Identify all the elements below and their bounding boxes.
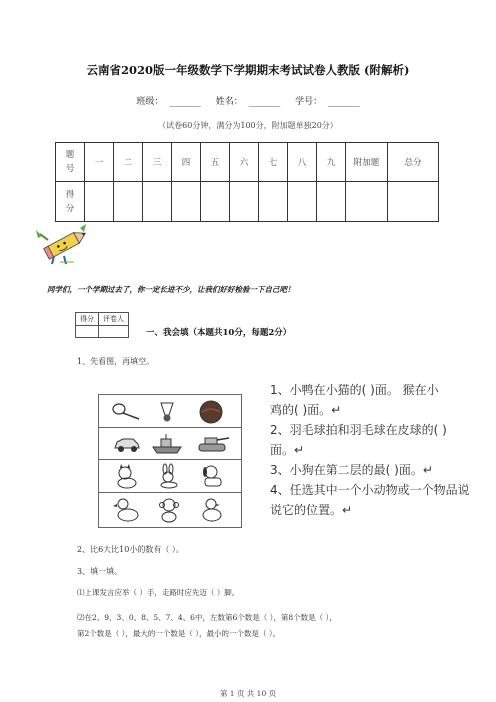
picture-question-line: 2、羽毛球拍和羽毛球在皮球的( )	[270, 423, 447, 437]
grader-table	[75, 312, 129, 338]
picture-question-line: 鸡的( )面。↵	[270, 403, 342, 417]
badminton-racket-icon	[111, 401, 141, 423]
score-cell[interactable]	[201, 182, 230, 222]
greeting-text: 同学们，一个学期过去了，你一定长进不少，让我们好好检验一下自己吧！	[47, 285, 295, 294]
dog-icon	[199, 463, 227, 489]
col-header: 附加题	[346, 143, 388, 182]
duck-icon	[113, 496, 141, 524]
score-cell[interactable]	[172, 182, 201, 222]
score-cell[interactable]	[317, 182, 346, 222]
score-cell[interactable]	[114, 182, 143, 222]
shuttlecock-icon	[157, 401, 177, 423]
car-icon	[113, 433, 141, 455]
name-label: 姓名：	[215, 97, 243, 107]
col-header: 四	[172, 143, 201, 182]
picture-grid	[98, 394, 242, 528]
class-blank: _______	[169, 97, 201, 107]
col-header: 二	[114, 143, 143, 182]
picture-question-line: 1、小鸭在小猫的( )面。 猴在小	[270, 383, 439, 397]
grader-score-label: 得分	[76, 313, 99, 326]
score-value-row	[56, 182, 439, 222]
score-cell[interactable]	[230, 182, 259, 222]
col-header: 六	[230, 143, 259, 182]
ship-icon	[151, 433, 183, 455]
picture-question-line: 说它的位置。↵	[270, 503, 353, 517]
class-label: 班级：	[136, 97, 164, 107]
score-cell[interactable]	[259, 182, 288, 222]
col-header: 总分	[388, 143, 439, 182]
grid-divider	[99, 459, 241, 460]
grid-divider	[99, 492, 241, 493]
name-blank: _______	[248, 97, 281, 107]
picture-question-line: 面。↵	[270, 443, 305, 457]
question-3-part-2-line1: ⑵在2、9、3、0、8、5、7、4、6中，左数第6个数是（ ），第8个数是（ ），	[77, 613, 337, 622]
score-cell[interactable]	[288, 182, 317, 222]
leather-ball-icon	[197, 399, 225, 425]
row-label-question-number: 题 号	[56, 143, 85, 182]
picture-question-line: 4、任选其中一个小动物或一个物品说	[270, 483, 470, 497]
col-header: 五	[201, 143, 230, 182]
exam-title: 云南省2020版一年级数学下学期期末考试试卷人教版 (附解析)	[86, 63, 410, 77]
score-cell[interactable]	[388, 182, 439, 222]
page-footer: 第 1 页 共 10 页	[219, 689, 277, 698]
grid-divider	[99, 427, 241, 428]
rabbit-icon	[155, 463, 183, 489]
col-header: 一	[85, 143, 114, 182]
tank-icon	[195, 433, 231, 455]
score-cell[interactable]	[85, 182, 114, 222]
score-cell[interactable]	[143, 182, 172, 222]
col-header: 九	[317, 143, 346, 182]
id-label: 学号：	[295, 97, 323, 107]
grader-name-cell[interactable]	[99, 326, 129, 338]
score-table	[55, 142, 439, 222]
picture-question-line: 3、小狗在第二层的最( )面。↵	[270, 463, 433, 477]
score-header-row	[56, 143, 439, 182]
pencil-mascot-icon	[34, 222, 96, 266]
cat-icon	[113, 463, 141, 489]
grader-name-label: 评卷人	[99, 313, 129, 326]
class-field	[133, 97, 204, 107]
score-cell[interactable]	[346, 182, 388, 222]
col-header: 七	[259, 143, 288, 182]
question-3-part-2-line2: 第2个数是（ ），最大的一个数是（ ），最小的一个数是（ ）。	[77, 629, 281, 638]
monkey-icon	[155, 496, 183, 524]
col-header: 三	[143, 143, 172, 182]
question-2: 2、比6大比10小的数有（ ）。	[77, 545, 184, 554]
section-title: 一、我会填（本题共10分，每题2分）	[146, 328, 292, 338]
question-1: 1、先看图，再填空。	[77, 357, 155, 366]
picture-questions	[270, 380, 470, 520]
student-info-line	[0, 94, 496, 107]
row-label-score: 得 分	[56, 182, 85, 222]
grader-score-cell[interactable]	[76, 326, 99, 338]
question-3: 3、填一填。	[77, 567, 123, 576]
exam-note: （试卷60分钟，满分为100分，附加题单独20分）	[158, 121, 338, 130]
id-blank: _______	[328, 97, 360, 107]
chicken-icon	[199, 496, 227, 524]
col-header: 八	[288, 143, 317, 182]
name-field	[213, 97, 284, 107]
id-field	[292, 97, 363, 107]
question-3-part-1: ⑴上课发言应举（ ）手，走路时应先迈（ ）脚。	[77, 588, 240, 597]
